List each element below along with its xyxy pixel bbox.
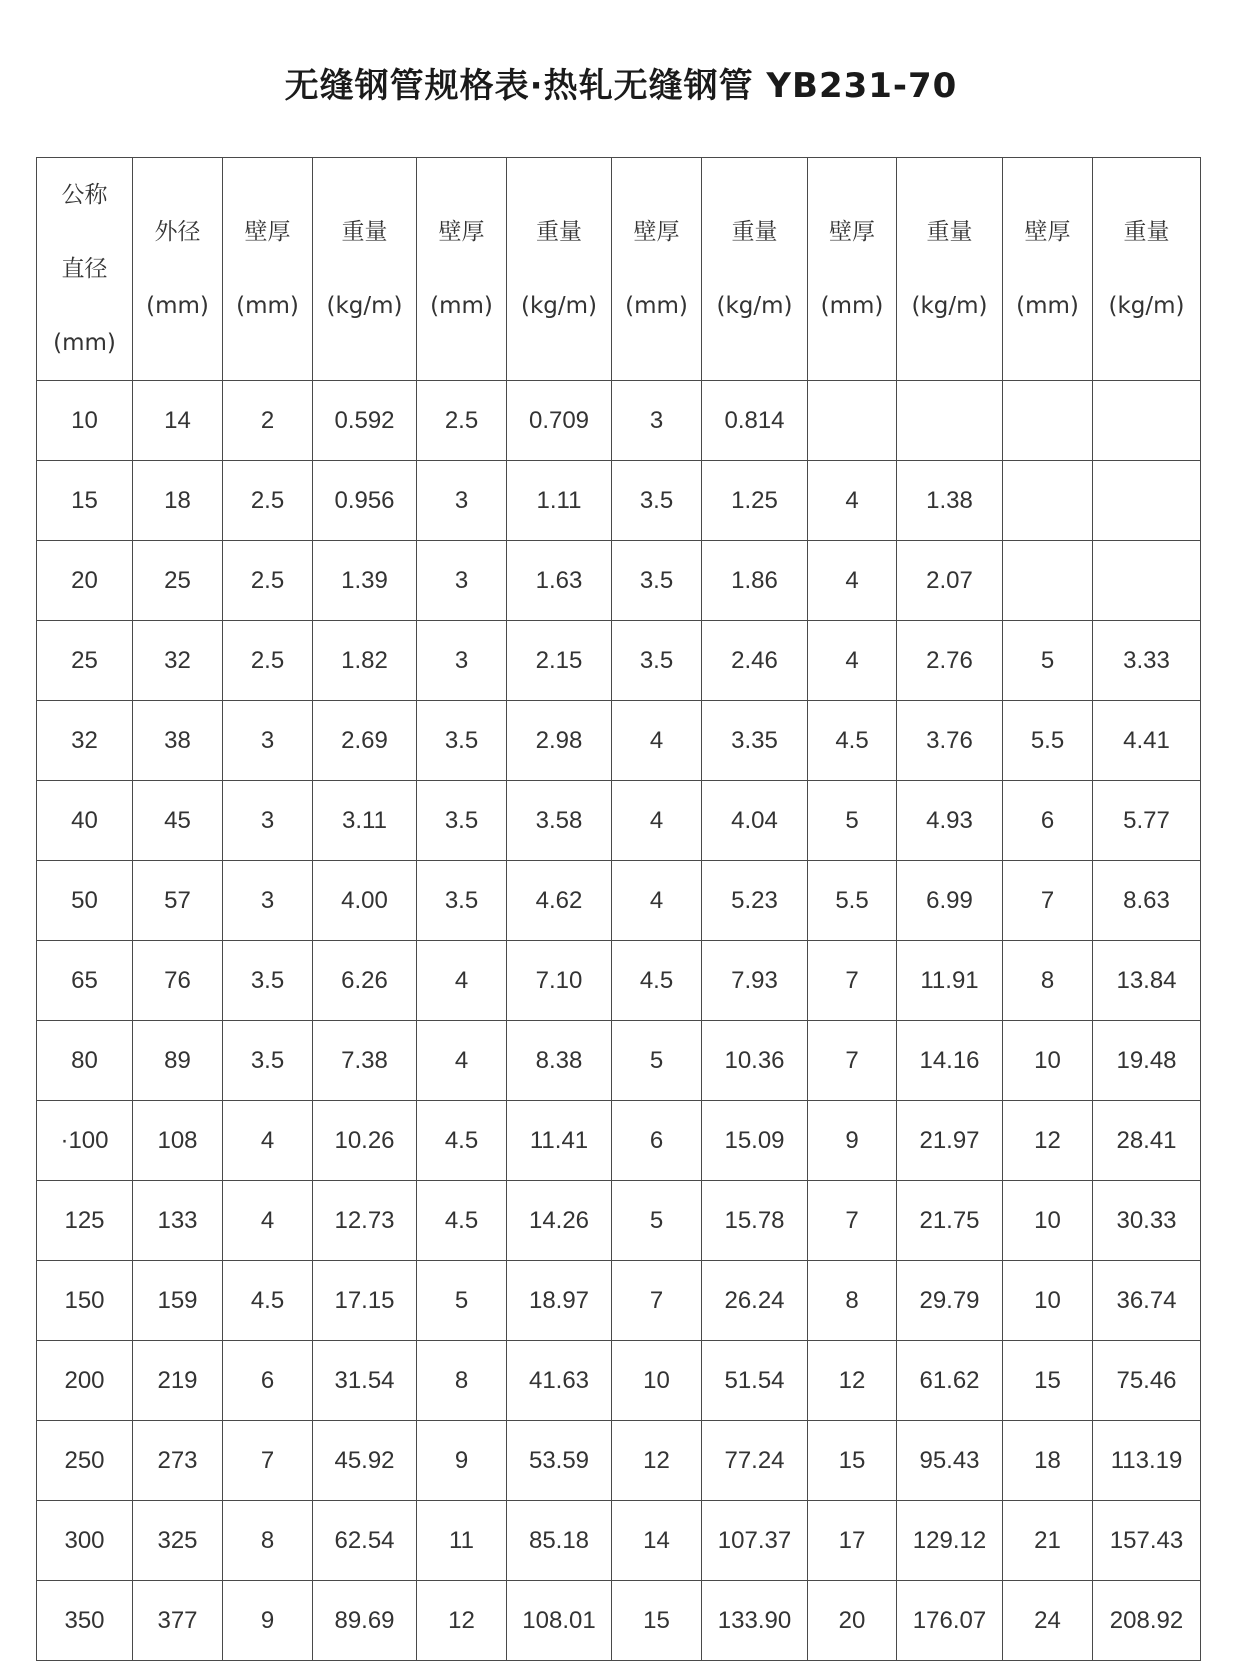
header-unit: (mm)	[625, 293, 688, 319]
weight-cell: 26.24	[702, 1261, 808, 1341]
header-unit: (kg/m)	[520, 293, 598, 319]
weight-cell: 17.15	[313, 1261, 417, 1341]
wall-thickness-cell: 4.5	[808, 701, 897, 781]
wall-thickness-cell: 7	[808, 1021, 897, 1101]
wall-thickness-cell: 7	[1003, 861, 1093, 941]
weight-cell: 19.48	[1093, 1021, 1201, 1101]
weight-cell: 1.39	[313, 541, 417, 621]
wall-thickness-cell: 5.5	[1003, 701, 1093, 781]
outer-diameter-cell: 133	[133, 1181, 223, 1261]
weight-cell	[897, 381, 1003, 461]
weight-cell: 15.09	[702, 1101, 808, 1181]
weight-cell: 133.90	[702, 1581, 808, 1661]
table-row	[37, 861, 1201, 941]
wall-thickness-cell	[1003, 461, 1093, 541]
wall-thickness-cell: 8	[223, 1501, 313, 1581]
wall-thickness-cell: 12	[612, 1421, 702, 1501]
weight-cell: 208.92	[1093, 1581, 1201, 1661]
wall-thickness-cell: 8	[417, 1341, 507, 1421]
header-label: 公称	[61, 182, 108, 208]
wall-thickness-cell: 7	[223, 1421, 313, 1501]
header-label: 重量	[341, 219, 388, 245]
table-row	[37, 941, 1201, 1021]
spec-table	[36, 157, 1201, 1661]
outer-diameter-cell: 32	[133, 621, 223, 701]
wall-thickness-cell: 7	[808, 941, 897, 1021]
weight-cell: 10.36	[702, 1021, 808, 1101]
wall-thickness-cell: 3.5	[223, 941, 313, 1021]
weight-cell: 41.63	[507, 1341, 612, 1421]
header-label: 重量	[536, 219, 582, 245]
wall-thickness-cell: 7	[612, 1261, 702, 1341]
wall-thickness-cell: 4	[223, 1181, 313, 1261]
weight-cell: 1.11	[507, 461, 612, 541]
outer-diameter-cell: 377	[133, 1581, 223, 1661]
weight-cell: 4.41	[1093, 701, 1201, 781]
wall-thickness-cell	[1003, 541, 1093, 621]
header-label: 壁厚	[438, 219, 485, 245]
table-row	[37, 1581, 1201, 1661]
weight-cell: 13.84	[1093, 941, 1201, 1021]
weight-cell: 18.97	[507, 1261, 612, 1341]
header-unit: (mm)	[53, 330, 116, 356]
nominal-diameter-cell: 80	[37, 1021, 133, 1101]
weight-cell: 2.46	[702, 621, 808, 701]
header-wall-thickness	[223, 158, 313, 381]
wall-thickness-cell: 3.5	[417, 701, 507, 781]
header-label: 壁厚	[1024, 219, 1071, 245]
wall-thickness-cell: 10	[1003, 1261, 1093, 1341]
wall-thickness-cell: 2	[223, 381, 313, 461]
wall-thickness-cell: 2.5	[223, 461, 313, 541]
outer-diameter-cell: 108	[133, 1101, 223, 1181]
table-row	[37, 1501, 1201, 1581]
weight-cell: 0.592	[313, 381, 417, 461]
weight-cell: 11.91	[897, 941, 1003, 1021]
weight-cell: 6.99	[897, 861, 1003, 941]
wall-thickness-cell: 3.5	[223, 1021, 313, 1101]
wall-thickness-cell: 5	[808, 781, 897, 861]
nominal-diameter-cell: ·100	[37, 1101, 133, 1181]
wall-thickness-cell: 15	[1003, 1341, 1093, 1421]
weight-cell: 2.76	[897, 621, 1003, 701]
header-unit: (kg/m)	[716, 293, 793, 319]
weight-cell: 7.93	[702, 941, 808, 1021]
weight-cell: 3.76	[897, 701, 1003, 781]
table-row	[37, 621, 1201, 701]
weight-cell: 77.24	[702, 1421, 808, 1501]
wall-thickness-cell	[1003, 381, 1093, 461]
weight-cell: 5.23	[702, 861, 808, 941]
weight-cell: 8.63	[1093, 861, 1201, 941]
wall-thickness-cell: 21	[1003, 1501, 1093, 1581]
weight-cell: 62.54	[313, 1501, 417, 1581]
header-label: 重量	[731, 219, 778, 245]
table-row	[37, 1261, 1201, 1341]
nominal-diameter-cell: 65	[37, 941, 133, 1021]
wall-thickness-cell: 3.5	[612, 541, 702, 621]
weight-cell: 53.59	[507, 1421, 612, 1501]
weight-cell: 12.73	[313, 1181, 417, 1261]
nominal-diameter-cell: 350	[37, 1581, 133, 1661]
header-weight	[507, 158, 612, 381]
header-label: 壁厚	[829, 219, 875, 245]
weight-cell: 2.98	[507, 701, 612, 781]
weight-cell: 1.25	[702, 461, 808, 541]
weight-cell: 8.38	[507, 1021, 612, 1101]
weight-cell: 21.97	[897, 1101, 1003, 1181]
header-weight	[702, 158, 808, 381]
wall-thickness-cell: 4	[417, 941, 507, 1021]
page-title: 无缝钢管规格表·热轧无缝钢管 YB231-70	[284, 66, 958, 106]
wall-thickness-cell	[808, 381, 897, 461]
wall-thickness-cell: 4	[808, 621, 897, 701]
weight-cell: 30.33	[1093, 1181, 1201, 1261]
wall-thickness-cell: 15	[612, 1581, 702, 1661]
wall-thickness-cell: 10	[1003, 1181, 1093, 1261]
wall-thickness-cell: 4	[612, 861, 702, 941]
wall-thickness-cell: 3	[417, 461, 507, 541]
wall-thickness-cell: 4.5	[417, 1101, 507, 1181]
wall-thickness-cell: 5	[612, 1021, 702, 1101]
wall-thickness-cell: 2.5	[223, 621, 313, 701]
weight-cell: 1.86	[702, 541, 808, 621]
wall-thickness-cell: 10	[612, 1341, 702, 1421]
wall-thickness-cell: 5	[1003, 621, 1093, 701]
outer-diameter-cell: 159	[133, 1261, 223, 1341]
wall-thickness-cell: 18	[1003, 1421, 1093, 1501]
weight-cell: 5.77	[1093, 781, 1201, 861]
weight-cell: 11.41	[507, 1101, 612, 1181]
header-wall-thickness	[808, 158, 897, 381]
header-wall-thickness	[1003, 158, 1093, 381]
outer-diameter-cell: 25	[133, 541, 223, 621]
nominal-diameter-cell: 50	[37, 861, 133, 941]
weight-cell: 129.12	[897, 1501, 1003, 1581]
table-row	[37, 1341, 1201, 1421]
header-unit: (mm)	[820, 293, 884, 319]
wall-thickness-cell: 6	[612, 1101, 702, 1181]
header-wall-thickness	[612, 158, 702, 381]
weight-cell: 4.00	[313, 861, 417, 941]
outer-diameter-cell: 18	[133, 461, 223, 541]
table-row	[37, 1421, 1201, 1501]
wall-thickness-cell: 3	[223, 781, 313, 861]
header-label: 外径	[154, 219, 201, 245]
wall-thickness-cell: 6	[223, 1341, 313, 1421]
weight-cell: 95.43	[897, 1421, 1003, 1501]
wall-thickness-cell: 14	[612, 1501, 702, 1581]
wall-thickness-cell: 8	[808, 1261, 897, 1341]
header-weight	[897, 158, 1003, 381]
wall-thickness-cell: 2.5	[223, 541, 313, 621]
wall-thickness-cell: 7	[808, 1181, 897, 1261]
wall-thickness-cell: 4	[612, 781, 702, 861]
weight-cell: 89.69	[313, 1581, 417, 1661]
table-row	[37, 1181, 1201, 1261]
header-label: 壁厚	[244, 219, 291, 245]
wall-thickness-cell: 4	[417, 1021, 507, 1101]
wall-thickness-cell: 3	[223, 701, 313, 781]
outer-diameter-cell: 76	[133, 941, 223, 1021]
weight-cell: 61.62	[897, 1341, 1003, 1421]
nominal-diameter-cell: 40	[37, 781, 133, 861]
weight-cell	[1093, 541, 1201, 621]
wall-thickness-cell: 12	[808, 1341, 897, 1421]
header-label: 重量	[1123, 219, 1170, 245]
wall-thickness-cell: 2.5	[417, 381, 507, 461]
wall-thickness-cell: 3	[417, 541, 507, 621]
table-header-row	[37, 158, 1201, 381]
weight-cell: 75.46	[1093, 1341, 1201, 1421]
table-row	[37, 381, 1201, 461]
wall-thickness-cell: 6	[1003, 781, 1093, 861]
nominal-diameter-cell: 200	[37, 1341, 133, 1421]
outer-diameter-cell: 219	[133, 1341, 223, 1421]
nominal-diameter-cell: 150	[37, 1261, 133, 1341]
wall-thickness-cell: 3.5	[417, 861, 507, 941]
weight-cell: 51.54	[702, 1341, 808, 1421]
header-nominal-diameter	[37, 158, 133, 381]
nominal-diameter-cell: 10	[37, 381, 133, 461]
weight-cell: 4.93	[897, 781, 1003, 861]
weight-cell: 28.41	[1093, 1101, 1201, 1181]
weight-cell: 0.814	[702, 381, 808, 461]
header-unit: (mm)	[430, 293, 493, 319]
weight-cell: 0.709	[507, 381, 612, 461]
weight-cell: 15.78	[702, 1181, 808, 1261]
wall-thickness-cell: 5.5	[808, 861, 897, 941]
header-unit: (mm)	[236, 293, 299, 319]
outer-diameter-cell: 45	[133, 781, 223, 861]
wall-thickness-cell: 3	[223, 861, 313, 941]
table-row	[37, 1101, 1201, 1181]
wall-thickness-cell: 17	[808, 1501, 897, 1581]
nominal-diameter-cell: 32	[37, 701, 133, 781]
weight-cell: 176.07	[897, 1581, 1003, 1661]
weight-cell: 14.26	[507, 1181, 612, 1261]
wall-thickness-cell: 4.5	[223, 1261, 313, 1341]
weight-cell: 45.92	[313, 1421, 417, 1501]
wall-thickness-cell: 3.5	[612, 621, 702, 701]
wall-thickness-cell: 4	[612, 701, 702, 781]
outer-diameter-cell: 325	[133, 1501, 223, 1581]
header-unit: (kg/m)	[1108, 293, 1185, 319]
table-row	[37, 701, 1201, 781]
weight-cell	[1093, 381, 1201, 461]
weight-cell: 2.69	[313, 701, 417, 781]
table-row	[37, 541, 1201, 621]
table-row	[37, 461, 1201, 541]
weight-cell: 1.38	[897, 461, 1003, 541]
weight-cell: 7.10	[507, 941, 612, 1021]
header-unit: (mm)	[146, 293, 209, 319]
weight-cell: 113.19	[1093, 1421, 1201, 1501]
weight-cell: 31.54	[313, 1341, 417, 1421]
weight-cell: 29.79	[897, 1261, 1003, 1341]
wall-thickness-cell: 4	[223, 1101, 313, 1181]
nominal-diameter-cell: 300	[37, 1501, 133, 1581]
weight-cell: 21.75	[897, 1181, 1003, 1261]
nominal-diameter-cell: 125	[37, 1181, 133, 1261]
wall-thickness-cell: 4.5	[612, 941, 702, 1021]
nominal-diameter-cell: 25	[37, 621, 133, 701]
wall-thickness-cell: 11	[417, 1501, 507, 1581]
weight-cell: 157.43	[1093, 1501, 1201, 1581]
wall-thickness-cell: 4.5	[417, 1181, 507, 1261]
wall-thickness-cell: 4	[808, 461, 897, 541]
table-row	[37, 1021, 1201, 1101]
weight-cell: 108.01	[507, 1581, 612, 1661]
weight-cell: 3.33	[1093, 621, 1201, 701]
weight-cell: 3.11	[313, 781, 417, 861]
weight-cell: 36.74	[1093, 1261, 1201, 1341]
wall-thickness-cell: 12	[417, 1581, 507, 1661]
weight-cell: 2.07	[897, 541, 1003, 621]
weight-cell: 4.62	[507, 861, 612, 941]
outer-diameter-cell: 14	[133, 381, 223, 461]
wall-thickness-cell: 24	[1003, 1581, 1093, 1661]
header-unit: (kg/m)	[326, 293, 403, 319]
weight-cell: 2.15	[507, 621, 612, 701]
wall-thickness-cell: 3	[612, 381, 702, 461]
weight-cell: 7.38	[313, 1021, 417, 1101]
header-label: 重量	[926, 219, 973, 245]
header-unit: (mm)	[1016, 293, 1079, 319]
header-weight	[1093, 158, 1201, 381]
wall-thickness-cell: 10	[1003, 1021, 1093, 1101]
outer-diameter-cell: 57	[133, 861, 223, 941]
header-unit: (kg/m)	[911, 293, 988, 319]
nominal-diameter-cell: 20	[37, 541, 133, 621]
header-outer-diameter	[133, 158, 223, 381]
wall-thickness-cell: 5	[417, 1261, 507, 1341]
weight-cell: 14.16	[897, 1021, 1003, 1101]
nominal-diameter-cell: 15	[37, 461, 133, 541]
weight-cell: 1.63	[507, 541, 612, 621]
outer-diameter-cell: 273	[133, 1421, 223, 1501]
header-weight	[313, 158, 417, 381]
wall-thickness-cell: 9	[417, 1421, 507, 1501]
table-row	[37, 781, 1201, 861]
nominal-diameter-cell: 250	[37, 1421, 133, 1501]
weight-cell: 10.26	[313, 1101, 417, 1181]
header-label: 壁厚	[633, 219, 680, 245]
weight-cell: 3.35	[702, 701, 808, 781]
weight-cell: 3.58	[507, 781, 612, 861]
weight-cell: 107.37	[702, 1501, 808, 1581]
header-wall-thickness	[417, 158, 507, 381]
weight-cell: 1.82	[313, 621, 417, 701]
weight-cell	[1093, 461, 1201, 541]
wall-thickness-cell: 20	[808, 1581, 897, 1661]
weight-cell: 85.18	[507, 1501, 612, 1581]
outer-diameter-cell: 38	[133, 701, 223, 781]
weight-cell: 0.956	[313, 461, 417, 541]
wall-thickness-cell: 3.5	[417, 781, 507, 861]
weight-cell: 4.04	[702, 781, 808, 861]
wall-thickness-cell: 3	[417, 621, 507, 701]
outer-diameter-cell: 89	[133, 1021, 223, 1101]
header-label: 直径	[61, 256, 108, 282]
wall-thickness-cell: 15	[808, 1421, 897, 1501]
wall-thickness-cell: 3.5	[612, 461, 702, 541]
wall-thickness-cell: 8	[1003, 941, 1093, 1021]
wall-thickness-cell: 9	[808, 1101, 897, 1181]
wall-thickness-cell: 12	[1003, 1101, 1093, 1181]
wall-thickness-cell: 4	[808, 541, 897, 621]
wall-thickness-cell: 5	[612, 1181, 702, 1261]
weight-cell: 6.26	[313, 941, 417, 1021]
wall-thickness-cell: 9	[223, 1581, 313, 1661]
